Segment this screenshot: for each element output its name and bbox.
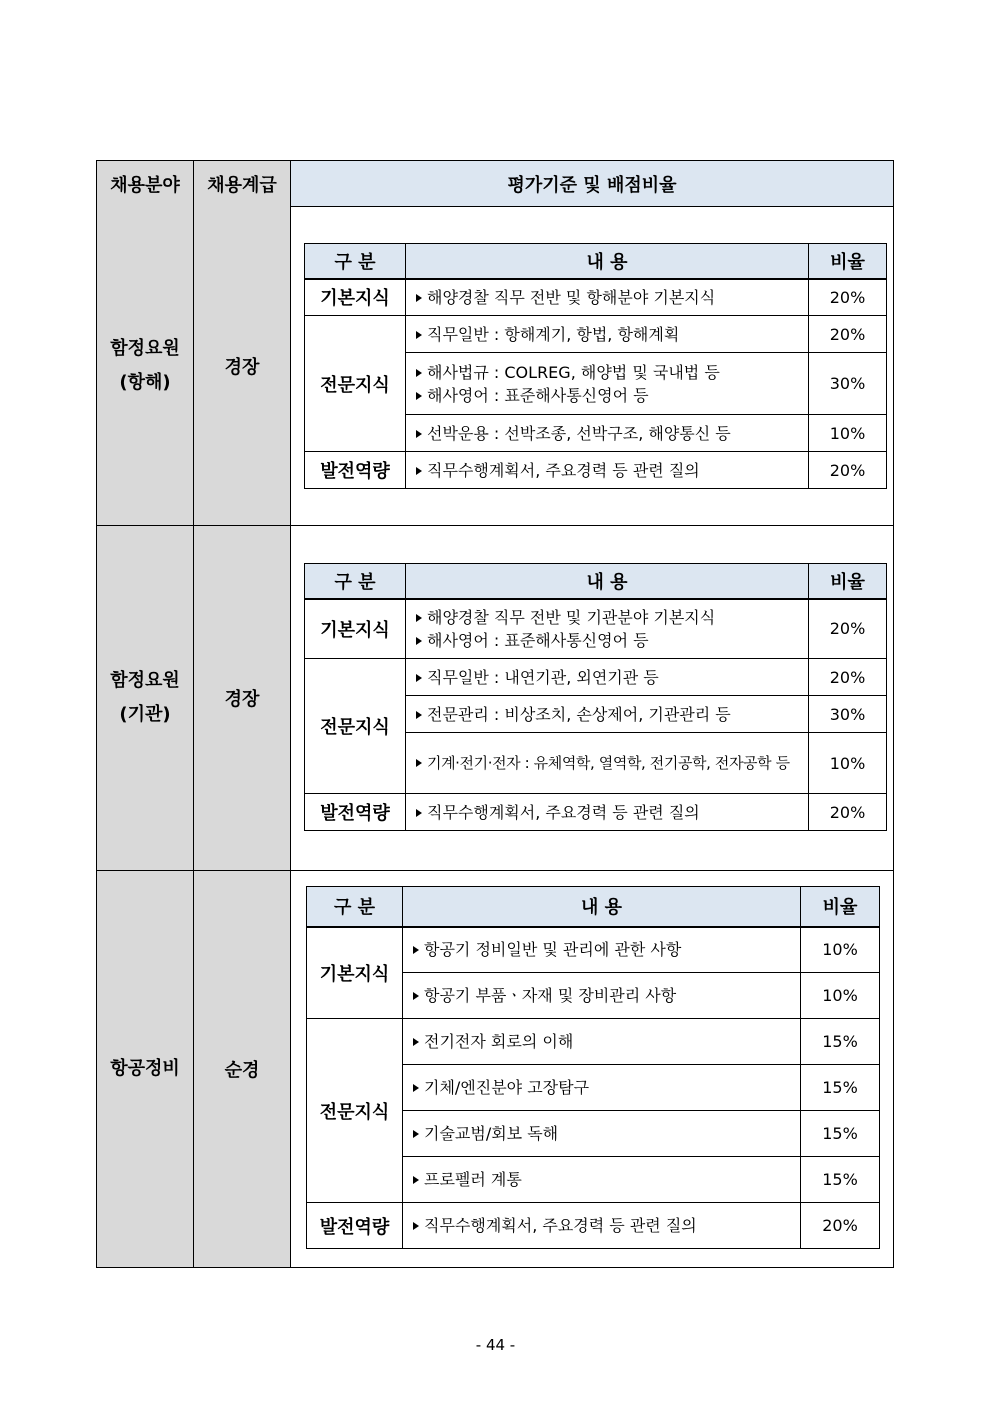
field-cell	[97, 871, 194, 1267]
bullet-icon	[416, 674, 422, 682]
ratio: 20%	[809, 316, 887, 353]
bullet-icon	[416, 430, 422, 438]
ratio: 15%	[801, 1065, 880, 1111]
ratio: 20%	[809, 279, 887, 316]
content: 직무일반 : 항해계기, 항법, 항해계획	[406, 316, 809, 353]
bullet-icon	[413, 1176, 419, 1184]
criteria-table	[306, 886, 880, 1249]
field-name: 함정요원	[110, 670, 180, 691]
page-number: - 44 -	[475, 1336, 516, 1354]
ratio: 20%	[809, 452, 887, 489]
category-expert: 전문지식	[305, 659, 406, 794]
rank-cell: 경장	[194, 526, 291, 870]
col-category: 구 분	[305, 564, 406, 599]
content: 해양경찰 직무 전반 및 기관분야 기본지식 해사영어 : 표준해사통신영어 등	[406, 599, 809, 659]
table-row	[305, 316, 887, 353]
field-sub: (항해)	[119, 371, 171, 393]
bullet-icon	[413, 1130, 419, 1138]
table-row	[307, 1019, 880, 1065]
content: 프로펠러 계통	[403, 1157, 801, 1203]
category-growth: 발전역량	[305, 452, 406, 489]
content: 항공기 부품ㆍ자재 및 장비관리 사항	[403, 973, 801, 1019]
field-name: 함정요원	[110, 337, 180, 359]
content: 직무수행계획서, 주요경력 등 관련 질의	[403, 1203, 801, 1249]
bullet-icon	[416, 614, 422, 622]
ratio: 20%	[809, 599, 887, 659]
ratio: 15%	[801, 1111, 880, 1157]
table-row	[305, 599, 887, 659]
table-row	[305, 452, 887, 489]
content: 해사법규 : COLREG, 해양법 및 국내법 등 해사영어 : 표준해사통신영어 등	[406, 353, 809, 415]
content: 직무수행계획서, 주요경력 등 관련 질의	[406, 452, 809, 489]
section-engineering	[97, 526, 893, 871]
bullet-icon	[416, 369, 422, 377]
field-name: 항공정비	[110, 1058, 180, 1079]
criteria-table	[304, 563, 887, 831]
bullet-icon	[416, 759, 422, 767]
col-content: 내 용	[403, 887, 801, 927]
ratio: 20%	[801, 1203, 880, 1249]
header-rank: 채용계급	[194, 161, 291, 206]
ratio: 10%	[809, 415, 887, 452]
content: 직무일반 : 내연기관, 외연기관 등	[406, 659, 809, 696]
col-content: 내 용	[406, 244, 809, 279]
category-expert: 전문지식	[305, 316, 406, 452]
ratio: 10%	[801, 973, 880, 1019]
content: 기계·전기·전자 : 유체역학, 열역학, 전기공학, 전자공학 등	[406, 733, 809, 794]
bullet-icon	[413, 1222, 419, 1230]
table-row	[305, 279, 887, 316]
col-category: 구 분	[305, 244, 406, 279]
bullet-icon	[413, 946, 419, 954]
criteria-cell	[291, 526, 893, 870]
criteria-table	[304, 243, 887, 489]
col-ratio: 비율	[809, 244, 887, 279]
bullet-icon	[413, 1038, 419, 1046]
content: 직무수행계획서, 주요경력 등 관련 질의	[406, 794, 809, 831]
ratio: 30%	[809, 696, 887, 733]
criteria-cell	[291, 206, 893, 525]
bullet-icon	[413, 1084, 419, 1092]
field-cell	[97, 206, 194, 525]
category-basic: 기본지식	[305, 599, 406, 659]
col-ratio: 비율	[801, 887, 880, 927]
ratio: 30%	[809, 353, 887, 415]
content: 해양경찰 직무 전반 및 항해분야 기본지식	[406, 279, 809, 316]
table-header	[97, 161, 893, 207]
col-category: 구 분	[307, 887, 403, 927]
field-sub: (기관)	[119, 704, 171, 725]
category-growth: 발전역량	[307, 1203, 403, 1249]
ratio: 20%	[809, 794, 887, 831]
header-field: 채용분야	[97, 161, 194, 206]
bullet-icon	[416, 331, 422, 339]
ratio: 10%	[801, 927, 880, 973]
col-ratio: 비율	[809, 564, 887, 599]
col-content: 내 용	[406, 564, 809, 599]
bullet-icon	[416, 392, 422, 400]
evaluation-table	[96, 160, 894, 1268]
header-criteria: 평가기준 및 배점비율	[291, 161, 893, 206]
content: 전문관리 : 비상조치, 손상제어, 기관관리 등	[406, 696, 809, 733]
section-aviation-maintenance	[97, 871, 893, 1267]
category-expert: 전문지식	[307, 1019, 403, 1203]
section-navigation	[97, 206, 893, 526]
table-row	[305, 659, 887, 696]
category-growth: 발전역량	[305, 794, 406, 831]
content: 기체/엔진분야 고장탐구	[403, 1065, 801, 1111]
content: 전기전자 회로의 이해	[403, 1019, 801, 1065]
bullet-icon	[416, 711, 422, 719]
table-row	[307, 1203, 880, 1249]
bullet-icon	[416, 294, 422, 302]
table-row	[307, 927, 880, 973]
bullet-icon	[413, 992, 419, 1000]
field-cell	[97, 526, 194, 870]
bullet-icon	[416, 467, 422, 475]
bullet-icon	[416, 809, 422, 817]
rank-cell: 순경	[194, 871, 291, 1267]
ratio: 15%	[801, 1019, 880, 1065]
content: 기술교범/회보 독해	[403, 1111, 801, 1157]
category-basic: 기본지식	[305, 279, 406, 316]
table-row	[305, 794, 887, 831]
content: 항공기 정비일반 및 관리에 관한 사항	[403, 927, 801, 973]
ratio: 20%	[809, 659, 887, 696]
rank-cell: 경장	[194, 206, 291, 525]
ratio: 15%	[801, 1157, 880, 1203]
content: 선박운용 : 선박조종, 선박구조, 해양통신 등	[406, 415, 809, 452]
criteria-cell	[291, 871, 893, 1267]
bullet-icon	[416, 637, 422, 645]
category-basic: 기본지식	[307, 927, 403, 1019]
ratio: 10%	[809, 733, 887, 794]
